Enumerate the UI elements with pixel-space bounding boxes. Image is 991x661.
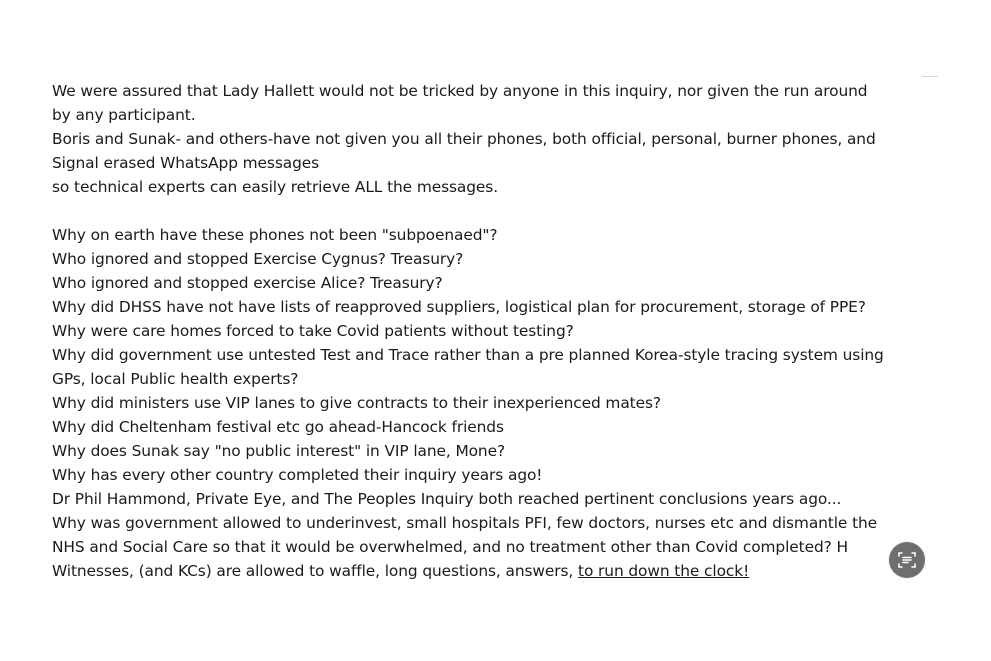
text-line: Dr Phil Hammond, Private Eye, and The Peoples Inquiry both reached pertinent conclusions years ago... <box>52 490 842 508</box>
text-line: NHS and Social Care so that it would be overwhelmed, and no treatment other than Covid completed? H <box>52 538 848 556</box>
divider-dash <box>922 76 938 77</box>
text-scan-icon <box>897 550 917 570</box>
last-line-prefix: Witnesses, (and KCs) are allowed to waffle, long questions, answers, <box>52 562 579 580</box>
text-scan-button[interactable] <box>889 542 925 578</box>
text-line: by any participant. <box>52 106 196 124</box>
text-line: Who ignored and stopped exercise Alice? Treasury? <box>52 274 443 292</box>
text-line: Who ignored and stopped Exercise Cygnus? Treasury? <box>52 250 464 268</box>
document-text <box>52 79 932 583</box>
text-line: Why were care homes forced to take Covid patients without testing? <box>52 322 574 340</box>
text-line: Why has every other country completed their inquiry years ago! <box>52 466 543 484</box>
text-line: Why did DHSS have not have lists of reapproved suppliers, logistical plan for procurement, storage of PPE? <box>52 298 866 316</box>
text-line: so technical experts can easily retrieve ALL the messages. <box>52 178 498 196</box>
blank-line <box>52 199 932 223</box>
text-line-last <box>52 559 932 583</box>
text-line: Why does Sunak say "no public interest" in VIP lane, Mone? <box>52 442 506 460</box>
text-line: Why did government use untested Test and Trace rather than a pre planned Korea-style tracing system using <box>52 346 884 364</box>
text-line: Why on earth have these phones not been "subpoenaed"? <box>52 226 498 244</box>
text-line: Boris and Sunak- and others-have not given you all their phones, both official, personal, burner phones, and <box>52 130 876 148</box>
text-line: Signal erased WhatsApp messages <box>52 154 320 172</box>
text-line: We were assured that Lady Hallett would not be tricked by anyone in this inquiry, nor given the run around <box>52 82 868 100</box>
text-line: Why was government allowed to underinvest, small hospitals PFI, few doctors, nurses etc and dismantle the <box>52 514 878 532</box>
text-line: Why did Cheltenham festival etc go ahead-Hancock friends <box>52 418 504 436</box>
text-line: Why did ministers use VIP lanes to give contracts to their inexperienced mates? <box>52 394 661 412</box>
underlined-phrase: to run down the clock! <box>578 562 750 580</box>
text-line: GPs, local Public health experts? <box>52 370 299 388</box>
